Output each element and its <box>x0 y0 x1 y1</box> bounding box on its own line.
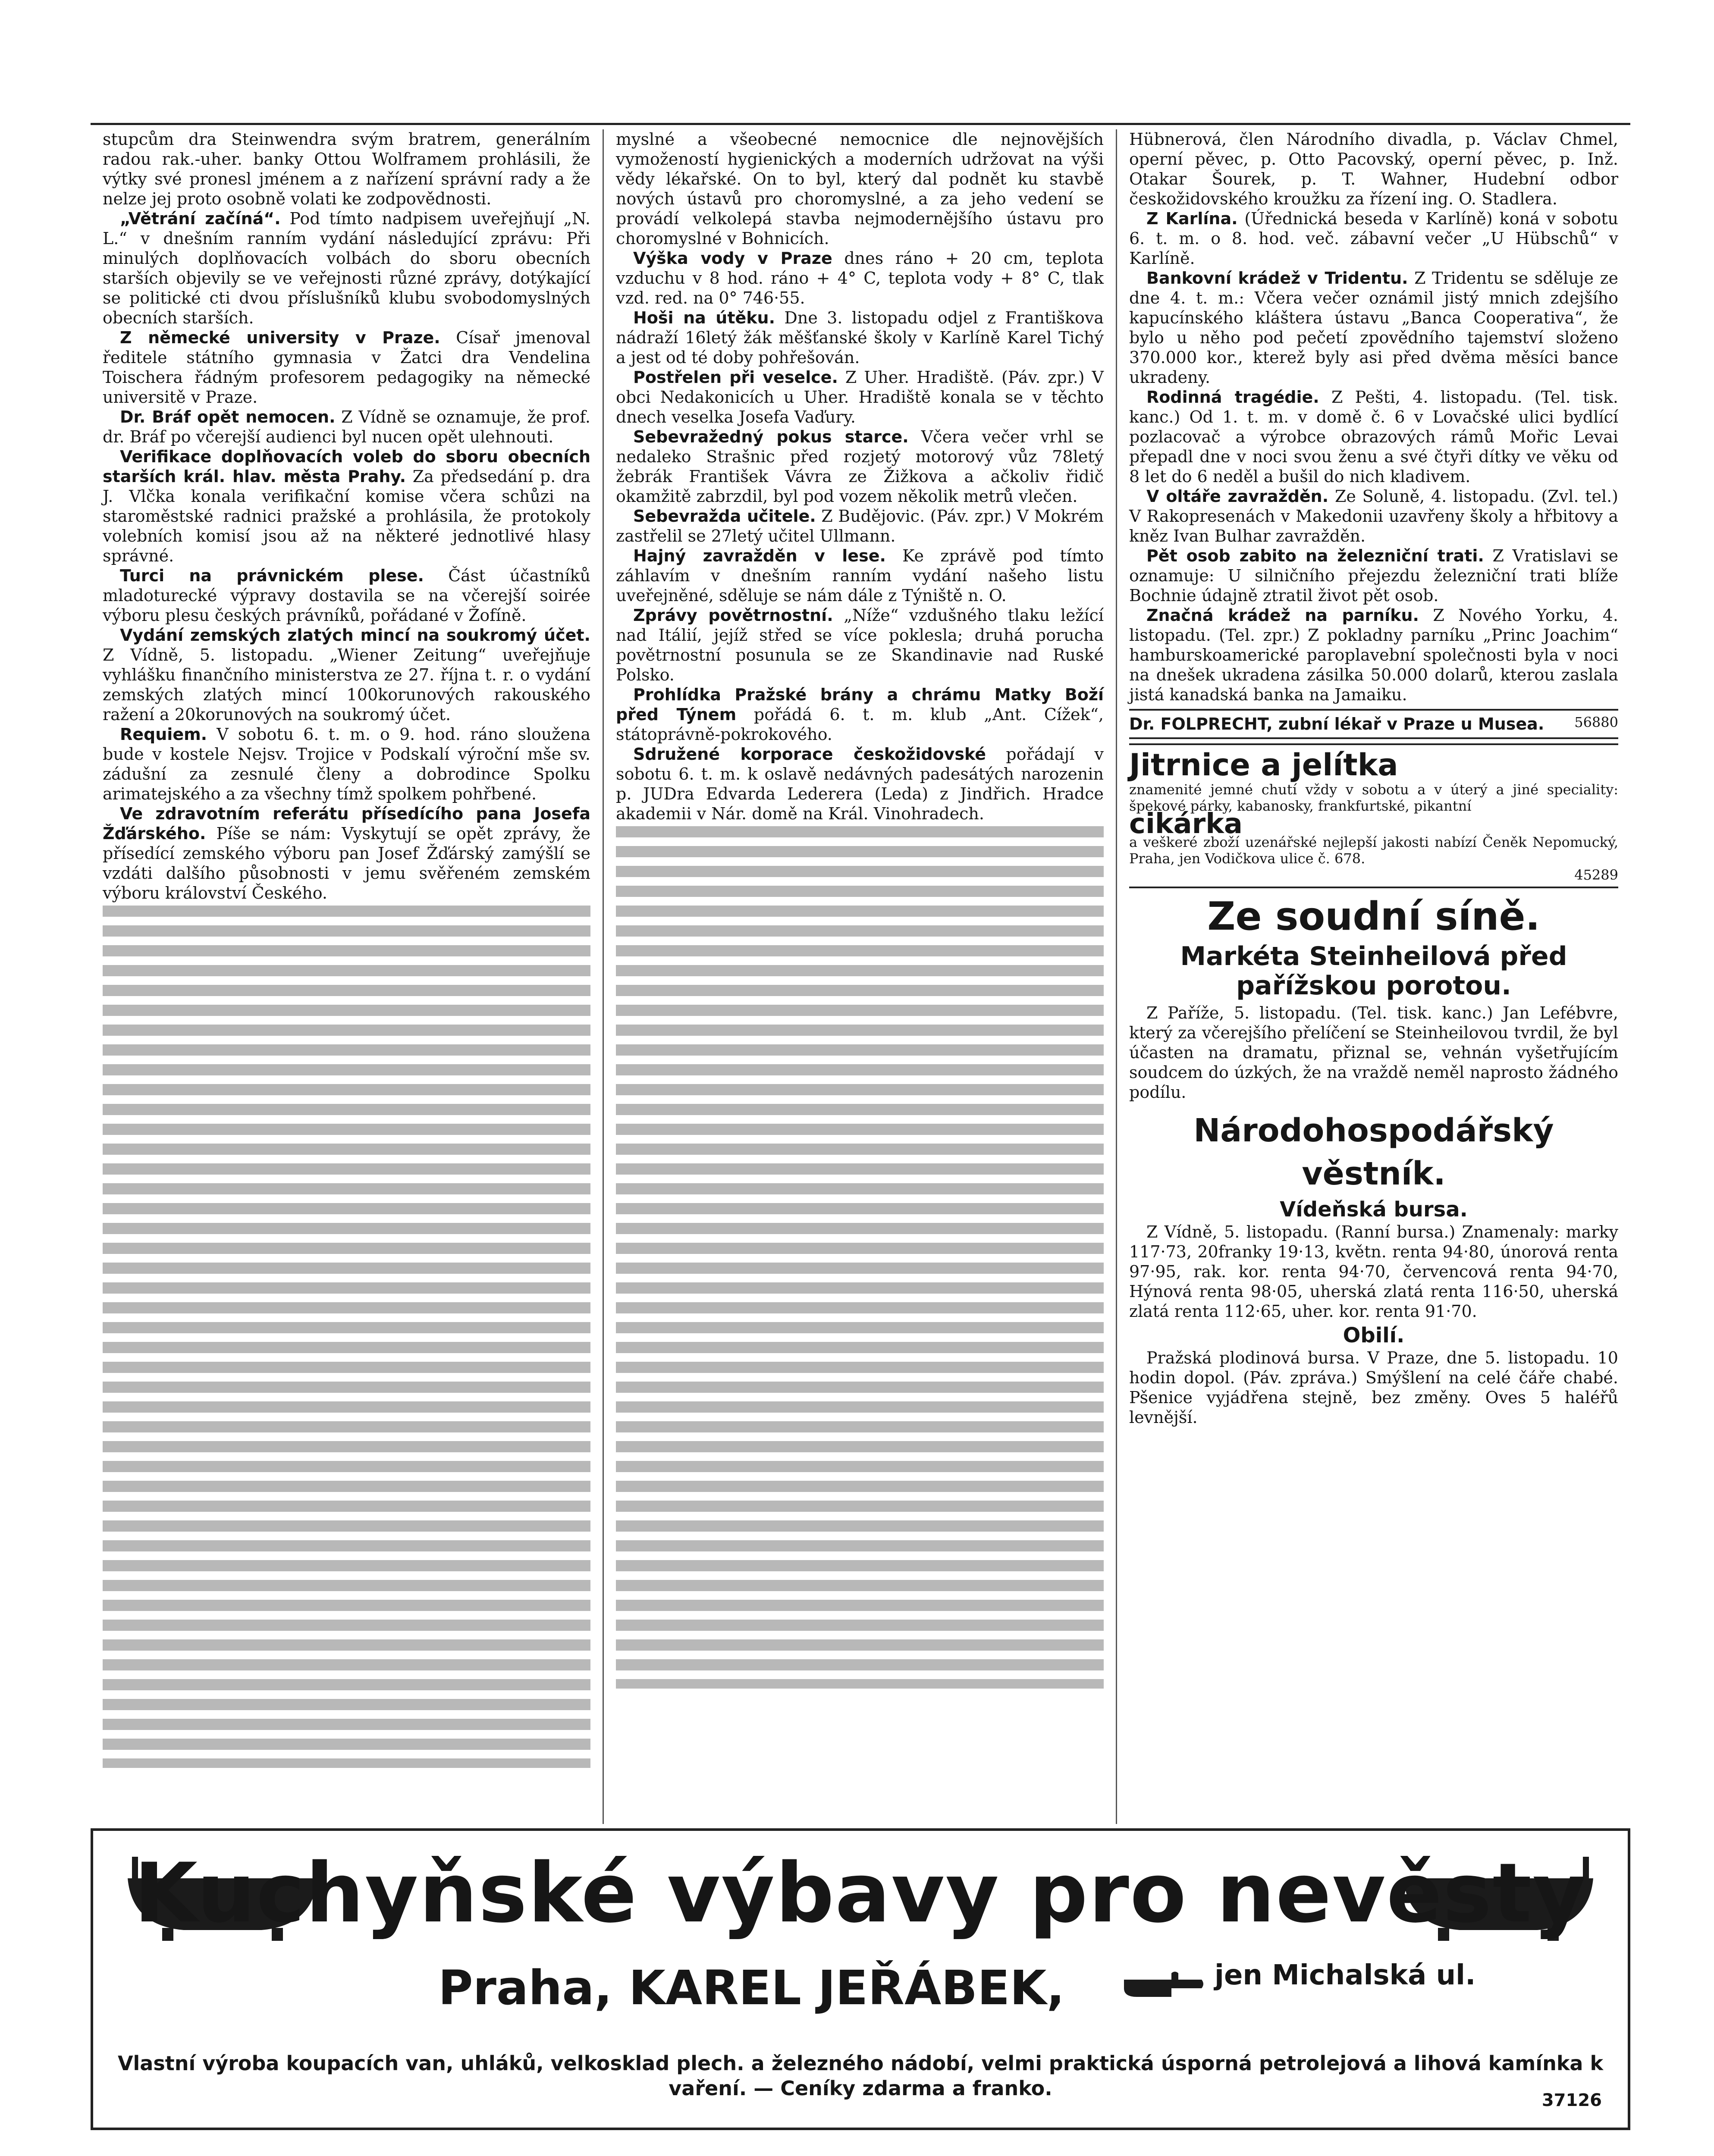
article-text: Píše se nám: Vyskytují se opět zprávy, že přísedící zemského výboru pan Josef Žďárský zamýšlí se vzdáti dalšího působnosti v jemu svěřeném zemském výboru království Českého. <box>103 824 590 903</box>
article <box>616 506 1104 546</box>
text-continuation <box>616 826 1104 1689</box>
article <box>616 367 1104 427</box>
article-headline: Z Karlína. <box>1146 209 1238 228</box>
article <box>1129 209 1618 268</box>
text-continuation <box>103 906 590 1768</box>
column-3 <box>1117 129 1630 1824</box>
article-headline: Verifikace doplňovacích voleb do sboru obecních starších král. hlav. města Prahy. <box>103 447 590 486</box>
article-text: pořádají v sobotu 6. t. m. k oslavě nedávných padesátých narozenin p. JUDra Edvarda Lederera (Leda) z Jindřich. Hradce akademii v Nár. domě na Král. Vinohradech. <box>616 745 1104 823</box>
article-text: Z Uher. Hradiště. (Páv. zpr.) V obci Nedakonicích u Uher. Hradiště konala se v těchto dnech veselka Josefa Vaďury. <box>616 368 1104 426</box>
article-text: (Úřednická beseda v Karlíně) koná v sobotu 6. t. m. o 8. hod. več. zábavní večer „U Hübschů“ v Karlíně. <box>1129 209 1618 268</box>
article-headline: Ve zdravotním referátu přísedícího pana Josefa Žďárského. <box>103 804 590 843</box>
article-text: Z Budějovic. (Páv. zpr.) V Mokrém zastřelil se 27letý učitel Ullmann. <box>616 507 1104 545</box>
article <box>1129 486 1618 546</box>
article <box>616 546 1104 605</box>
advert-code: 37126 <box>1541 2090 1602 2110</box>
butcher-advert-tail: a veškeré zboží uzenářské nejlepší jakosti nabízí Čeněk Nepomucký, Praha, jen Vodičkova ulice č. 678. <box>1129 834 1618 867</box>
article-text: Pražská plodinová bursa. V Praze, dne 5. listopadu. 10 hodin dopol. (Páv. zpráva.) Smýšlení na celé čáře chabé. Pšenice vyjádřena stejně, bez změny. Oves 5 haléřů levnější. <box>1129 1348 1618 1427</box>
article-text: Hübnerová, člen Národního divadla, p. Václav Chmel, operní pěvec, p. Otto Pacovský, operní pěvec, p. Inž. Otakar Šourek, p. T. Wahner, Hudební odbor českožidovského kroužku za řízení ing. O. Stadlera. <box>1129 130 1618 208</box>
article-headline: Značná krádež na parníku. <box>1146 606 1419 625</box>
dentist-advert-text: Dr. FOLPRECHT, zubní lékař v Praze u Musea. <box>1129 714 1544 733</box>
advert-headline: Kuchyňské výbavy pro nevěsty <box>134 1846 1587 1941</box>
subheading-steinheil: Markéta Steinheilová před pařížskou porotou. <box>1180 941 1567 1001</box>
article-text: „Níže“ vzdušného tlaku ležící nad Itálií, jejíž střed se více poklesla; druhá porucha povětrnostní posunula se ze Skandinavie nad Ruské Polsko. <box>616 606 1104 684</box>
article <box>103 407 590 447</box>
page-top-rule <box>91 123 1630 125</box>
butcher-advert-product: cikárka <box>1129 808 1243 840</box>
subheading-vienna-bourse: Vídeňská bursa. <box>1280 1197 1468 1222</box>
article <box>616 427 1104 506</box>
advert-shop-name: Praha, KAREL JEŘÁBEK, <box>438 1960 1065 2015</box>
article-headline: Turci na právnickém plese. <box>120 566 424 585</box>
article <box>103 804 590 903</box>
article-headline: „Větrání začíná“. <box>120 209 281 228</box>
article-text: Z Paříže, 5. listopadu. (Tel. tisk. kanc.) Jan Lefébvre, který za včerejšího přelíčení se Steinheilovou tvrdil, že byl účasten na dramatu, přiznal se, vehnán vyšetřujícím soudcem do úzkých, že na vraždě neměl naprosto žádného podílu. <box>1129 1003 1618 1102</box>
advert-footer: Vlastní výroba koupacích van, uhláků, velkosklad plech. a železného nádobí, velmi praktická úsporná petrolejová a lihová kamínka k vaření. — Ceníky zdarma a franko. <box>117 2052 1604 2100</box>
butcher-advert <box>1129 743 1618 888</box>
article-headline: Sebevražda učitele. <box>633 507 816 526</box>
article-text: Z Vídně, 5. listopadu. (Ranní bursa.) Znamenaly: marky 117·73, 20franky 19·13, květn. renta 94·80, únorová renta 97·95, rak. kor. renta 94·70, červencová renta 94·70, Hýnová renta 98·05, uherská zlatá renta 116·50, uherská zlatá renta 112·65, uher. kor. renta 91·70. <box>1129 1222 1618 1321</box>
article-text: Včera večer vrhl se nedaleko Strašnic před rozjetý motorový vůz 78letý žebrák František Vávra ze Žižkova a ačkoliv řidič okamžitě zabrzdil, byl pod vozem několik metrů vlečen. <box>616 427 1104 506</box>
article-headline: Zprávy povětrnostní. <box>633 606 833 625</box>
article-headline: Z německé university v Praze. <box>120 328 440 347</box>
article-text: Z Vratislavi se oznamuje: U silničního přejezdu železniční trati blíže Bochnie údajně ztratil život pět osob. <box>1129 546 1618 605</box>
article <box>103 209 590 328</box>
butcher-advert-text: znamenité jemné chutí vždy v sobotu a v úterý a jiné speciality: špekové párky, kabanosky, frankfurtské, pikantní <box>1129 781 1618 814</box>
article-headline: Rodinná tragédie. <box>1146 388 1319 407</box>
article <box>103 724 590 804</box>
newspaper-columns <box>91 129 1630 1824</box>
article <box>1129 387 1618 486</box>
section-heading-economy: Národohospodářský věstník. <box>1193 1112 1554 1192</box>
article-headline: Sebevražedný pokus starce. <box>633 427 909 446</box>
advert-code: 45289 <box>1574 867 1618 883</box>
article-text: Ze Soluně, 4. listopadu. (Zvl. tel.) V Rakopresenách v Makedonii uzavřeny školy a hřbitovy a kněz Ivan Bulhar zavražděn. <box>1129 487 1618 545</box>
article <box>616 685 1104 744</box>
article <box>103 328 590 407</box>
article <box>616 308 1104 367</box>
advert-address: jen Michalská ul. <box>1215 1959 1476 1991</box>
article-text: pořádá 6. t. m. klub „Ant. Cížek“, státoprávně-pokrokového. <box>616 705 1104 744</box>
article <box>103 566 590 625</box>
article-text: Za předsedání p. dra J. Vlčka konala verifikační komise včera schůzi na staroměstské radnici pražské a prohlásila, že protokoly volebních komisí jsou až na některé jednotlivé hlasy správné. <box>103 467 590 565</box>
article-headline: Pět osob zabito na železniční trati. <box>1146 546 1484 565</box>
section-heading-court: Ze soudní síně. <box>1207 894 1540 939</box>
article <box>103 625 590 724</box>
article <box>616 605 1104 685</box>
article-headline: Hoši na útěku. <box>633 308 775 327</box>
article-headline: Prohlídka Pražské brány a chrámu Matky Boží před Týnem <box>616 685 1104 724</box>
article-text: Císař jmenoval ředitele státního gymnasia v Žatci dra Vendelina Toischera řádným profesorem pedagogiky na německé universitě v Praze. <box>103 328 590 407</box>
article <box>103 447 590 566</box>
dentist-advert <box>1129 709 1618 739</box>
article-text: dnes ráno + 20 cm, teplota vzduchu v 8 hod. ráno + 4° C, teplota vody + 8° C, tlak vzd. red. na 0° 746·55. <box>616 249 1104 307</box>
article <box>1129 546 1618 605</box>
article <box>1129 605 1618 705</box>
bottom-advertisement <box>91 1828 1630 2130</box>
column-2 <box>604 129 1117 1824</box>
article-text: Pod tímto nadpisem uveřejňují „N. L.“ v dnešním ranním vydání následující zprávu: Při minulých doplňovacích volbách do sboru obecních starších objevily se ve veřejnosti různé zprávy, dotýkající se politické cti dvou příslušníků klubu svobodomyslných obecních starších. <box>103 209 590 327</box>
article-headline: Vydání zemských zlatých mincí na soukromý účet. <box>120 626 590 645</box>
pointing-hand-icon <box>1120 1962 1206 2006</box>
article <box>1129 268 1618 387</box>
article-text: myslné a všeobecné nemocnice dle nejnovějších vymožeností hygienických a moderních udržovat na výši vědy lékařské. On to byl, který dal podnět ku stavbě nových ústavů pro choromyslné, a za jeho vedení se provádí velkolepá stavba nejmodernějšího ústavu pro choromyslné v Bohnicích. <box>616 130 1104 248</box>
article-headline: Sdružené korporace českožidovské <box>633 745 986 764</box>
article-headline: Hajný zavražděn v lese. <box>633 546 886 565</box>
article-headline: Výška vody v Praze <box>633 249 832 268</box>
article-text: Ke zprávě pod tímto záhlavím v dnešním ranním vydání našeho listu uveřejněné, sděluje se nám dále z Týniště n. O. <box>616 546 1104 605</box>
column-1 <box>91 129 604 1824</box>
subheading-grain: Obilí. <box>1343 1323 1405 1348</box>
article-text: Část účastníků mladoturecké výpravy dostavila se na včerejší soirée výboru plesu českých právníků, pořádané v Žofíně. <box>103 566 590 625</box>
article-headline: Dr. Bráf opět nemocen. <box>120 407 336 426</box>
article-headline: Requiem. <box>120 725 207 744</box>
article-headline: Postřelen při veselce. <box>633 368 838 387</box>
article-headline: Bankovní krádež v Tridentu. <box>1146 269 1408 288</box>
article-text: Dne 3. listopadu odjel z Františkova nádraží 16letý žák měšťanské školy v Karlíně Karel Tichý a jest od té doby pohřešován. <box>616 308 1104 367</box>
article-headline: V oltáře zavražděn. <box>1146 487 1329 506</box>
article <box>616 248 1104 308</box>
article-text: V sobotu 6. t. m. o 9. hod. ráno sloužena bude v kostele Nejsv. Trojice v Podskalí výroční mše sv. zádušní za zesnulé členy a dobrodince Spolku arimatejského a za všechny tímž spolkem pohřbené. <box>103 725 590 803</box>
article-text: Z Pešti, 4. listopadu. (Tel. tisk. kanc.) Od 1. t. m. v domě č. 6 v Lovačské ulici bydlící pozlacovač a výrobce obrazových rámů Mořic Levai přepadl dne v noci svou ženu a své čtyři dítky ve věku od 8 let do 6 neděl a bušil do nich kladivem. <box>1129 388 1618 486</box>
article-text: Z Vídně, 5. listopadu. „Wiener Zeitung“ uveřejňuje vyhlášku finančního ministerstva ze 27. října t. r. o vydání zemských zlatých mincí 100korunových rakouského ražení a 20korunových na soukromý účet. <box>103 646 590 724</box>
article-text: Z Tridentu se sděluje ze dne 4. t. m.: Včera večer oznámil jistý mnich zdejšího kapucínského kláštera ústavu „Banca Cooperativa“, že bylo u něho pod pečetí zpovědního tajemství složeno 370.000 kor., kterež byly asi před dvěma měsíci bance ukradeny. <box>1129 269 1619 387</box>
article-text: Z Vídně se oznamuje, že prof. dr. Bráf po včerejší audienci byl nucen opět ulehnouti. <box>103 407 590 446</box>
butcher-advert-title: Jitrnice a jelítka <box>1129 747 1398 783</box>
article-text: stupcům dra Steinwendra svým bratrem, generálním radou rak.-uher. banky Ottou Wolframem prohlásili, že výtky své pronesl jménem a z nařízení správní rady a že nelze jej proto osobně volati ke zodpovědnosti. <box>103 130 590 208</box>
article-text: Z Nového Yorku, 4. listopadu. (Tel. zpr.) Z pokladny parníku „Princ Joachim“ hamburskoamerické paroplavební společnosti byla v noci na dnešek ukradena zásilka 50.000 dolarů, kterou zaslala jistá kanadská banka na Jamaiku. <box>1129 606 1618 704</box>
article <box>616 744 1104 824</box>
advert-code: 56880 <box>1574 714 1618 730</box>
